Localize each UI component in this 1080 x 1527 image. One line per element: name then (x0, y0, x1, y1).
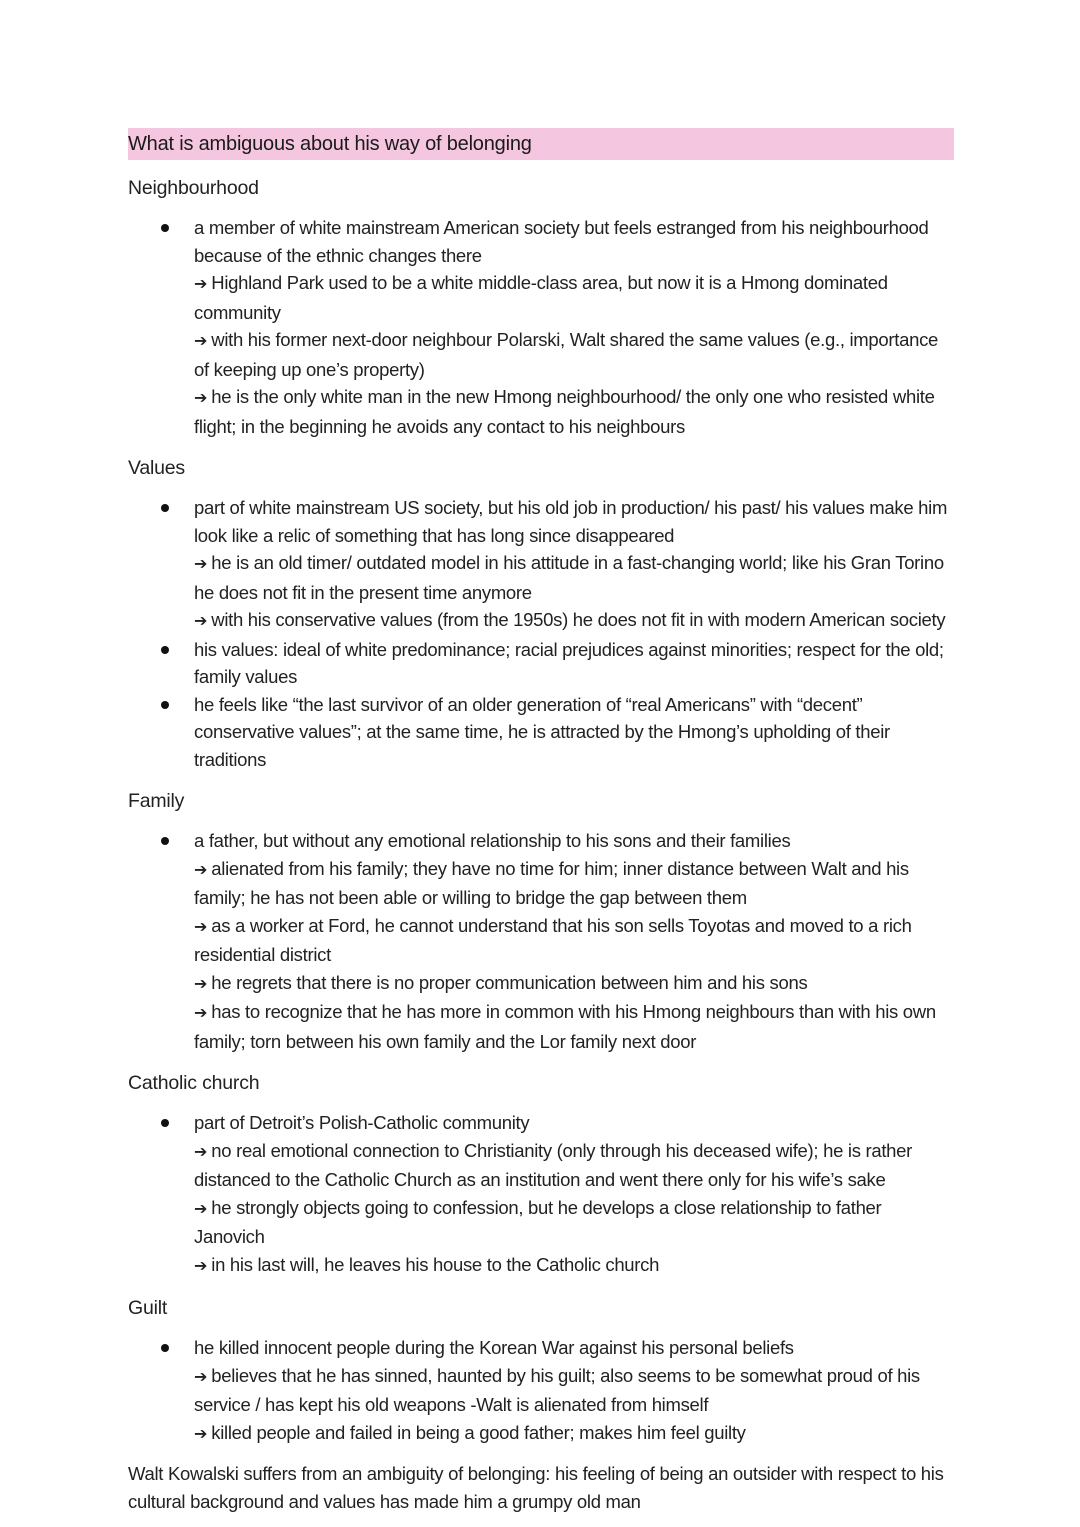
bullet-list (128, 1334, 954, 1448)
arrow-point: ➔ believes that he has sinned, haunted by his guilt; also seems to be somewhat proud of his service / has kept his old weapons -Walt is alienated from himself (194, 1362, 954, 1419)
list-item (128, 1109, 954, 1280)
bullet-icon (161, 701, 169, 709)
section-heading: Guilt (128, 1297, 168, 1319)
section-heading: Values (128, 457, 185, 479)
bullet-icon (161, 646, 169, 654)
conclusion-paragraph: Walt Kowalski suffers from an ambiguity of belonging: his feeling of being an outsider with respect to his cultural background and values has made him a grumpy old man (128, 1463, 944, 1512)
list-item (128, 691, 954, 774)
bullet-icon (161, 504, 169, 512)
list-item (128, 494, 954, 636)
bullet-text: a member of white mainstream American society but feels estranged from his neighbourhood because of the ethnic changes there (194, 217, 929, 266)
list-item (128, 214, 954, 440)
list-item (128, 827, 954, 1055)
bullet-text: a father, but without any emotional relationship to his sons and their families (194, 830, 791, 851)
bullet-icon (161, 1344, 169, 1352)
section-heading: Neighbourhood (128, 177, 259, 199)
arrow-point: ➔ no real emotional connection to Christianity (only through his deceased wife); he is rather distanced to the Catholic Church as an institution and went there only for his wife’s sake (194, 1137, 954, 1194)
list-item (128, 636, 954, 691)
section-family (128, 787, 954, 1055)
bullet-text: part of Detroit’s Polish-Catholic community (194, 1112, 530, 1133)
document-page (128, 128, 954, 1515)
arrow-point: ➔ alienated from his family; they have no time for him; inner distance between Walt and his family; he has not been able or willing to bridge the gap between them (194, 855, 954, 912)
arrow-point: ➔ with his former next-door neighbour Polarski, Walt shared the same values (e.g., importance of keeping up one’s property) (194, 326, 954, 383)
bullet-text: he feels like “the last survivor of an older generation of “real Americans” with “decent” conservative values”; at the same time, he is attracted by the Hmong’s upholding of their traditions (194, 693, 890, 770)
bullet-icon (161, 837, 169, 845)
section-heading: Family (128, 790, 185, 812)
arrow-point: ➔ killed people and failed in being a good father; makes him feel guilty (194, 1419, 954, 1449)
bullet-list (128, 1109, 954, 1280)
arrow-point: ➔ in his last will, he leaves his house to the Catholic church (194, 1251, 954, 1281)
arrow-point: ➔ he regrets that there is no proper communication between him and his sons (194, 969, 954, 999)
section-heading: Catholic church (128, 1072, 260, 1094)
bullet-icon (161, 1119, 169, 1127)
bullet-text: part of white mainstream US society, but his old job in production/ his past/ his values make him look like a relic of something that has long since disappeared (194, 497, 948, 546)
arrow-point: ➔ with his conservative values (from the 1950s) he does not fit in with modern American society (194, 606, 954, 636)
bullet-list (128, 494, 954, 773)
arrow-point: ➔ has to recognize that he has more in common with his Hmong neighbours than with his own family; torn between his own family and the Lor family next door (194, 998, 954, 1055)
bullet-list (128, 827, 954, 1055)
bullet-icon (161, 224, 169, 232)
arrow-point: ➔ Highland Park used to be a white middle-class area, but now it is a Hmong dominated community (194, 269, 954, 326)
section-catholic-church (128, 1069, 954, 1280)
arrow-point: ➔ as a worker at Ford, he cannot understand that his son sells Toyotas and moved to a rich residential district (194, 912, 954, 969)
arrow-point: ➔ he is an old timer/ outdated model in his attitude in a fast-changing world; like his Gran Torino he does not fit in the present time anymore (194, 549, 954, 606)
section-values (128, 454, 954, 773)
arrow-point: ➔ he is the only white man in the new Hmong neighbourhood/ the only one who resisted white flight; in the beginning he avoids any contact to his neighbours (194, 383, 954, 440)
bullet-text: his values: ideal of white predominance; racial prejudices against minorities; respect for the old; family values (194, 638, 944, 687)
section-neighbourhood (128, 174, 954, 440)
arrow-point: ➔ he strongly objects going to confession, but he develops a close relationship to father Janovich (194, 1194, 954, 1251)
section-guilt (128, 1294, 954, 1448)
bullet-text: he killed innocent people during the Korean War against his personal beliefs (194, 1337, 794, 1358)
document-title: What is ambiguous about his way of belonging (128, 128, 954, 160)
list-item (128, 1334, 954, 1448)
bullet-list (128, 214, 954, 440)
